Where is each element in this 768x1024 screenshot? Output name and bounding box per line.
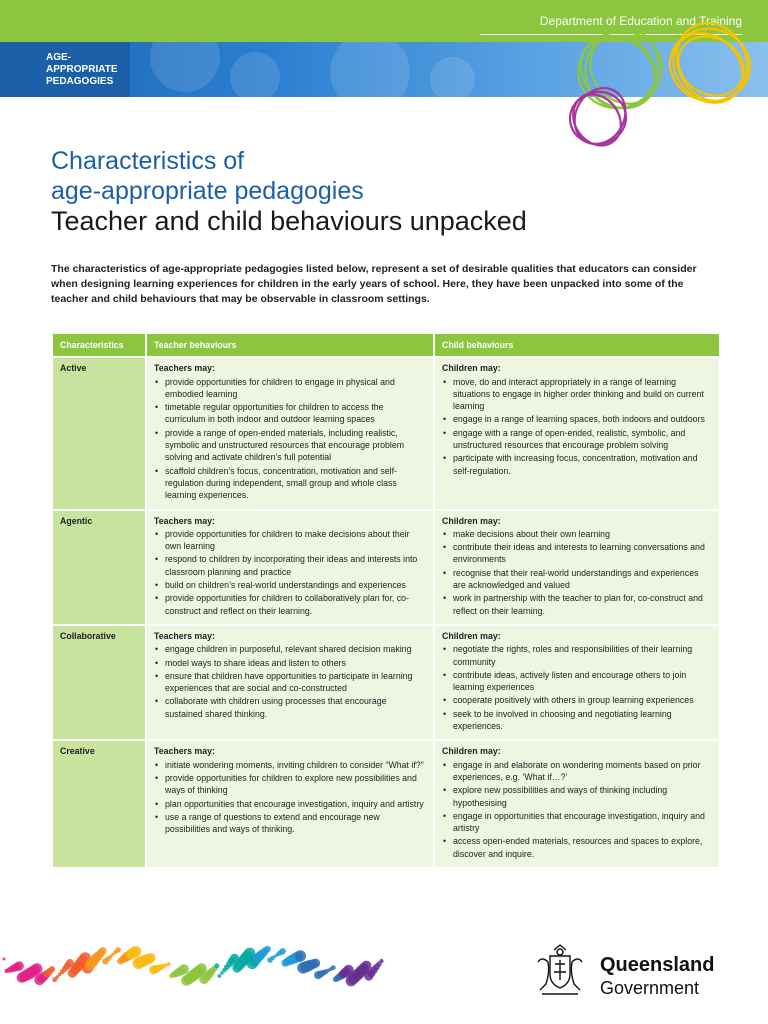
list-item: • negotiate the rights, roles and responsibilities of their learning community [442,643,712,668]
bokeh-decoration [230,52,280,97]
ribbon-dot [31,963,42,974]
ribbon-dot [214,963,219,968]
cell-heading: Teachers may: [154,515,215,526]
intro-paragraph: The characteristics of age-appropriate pedagogies listed below, represent a set of desirable qualities that educators can consider when designing learning experiences for children in the early years of school. Here, they have been unpacked into some of the teacher and child behaviours that may be observable in classroom settings. [51,263,697,305]
cell-heading: Children may: [442,363,501,374]
series-label: AGE- APPROPRIATE PEDAGOGIES [46,52,118,87]
list-item: • provide a range of open-ended materials, including realistic, symbolic and unstructured resources that encourage problem solving and activate children’s full potential [154,427,426,464]
list-item: • contribute their ideas and interests to learning conversations and environments [442,541,712,566]
teacher-behaviours-cell [147,358,433,508]
characteristic-cell: Collaborative [53,626,145,739]
bokeh-decoration [330,42,410,97]
list-item: • provide opportunities for children to make decisions about their own learning [154,528,426,553]
child-behaviours-cell [435,511,719,624]
list-item: • scaffold children’s focus, concentration, motivation and self-regulation during independent, small group and whole class learning experiences. [154,465,426,502]
list-item: • ensure that children have opportunities to participate in learning experiences that are social and co-constructed [154,670,426,695]
characteristic-cell: Active [53,358,145,508]
header-characteristics: Characteristics [53,334,145,356]
table-row [53,741,719,867]
table-row [53,358,719,508]
ribbon-dot [146,953,156,963]
cell-heading: Children may: [442,630,501,641]
list-item: • provide opportunities for children to engage in physical and embodied learning [154,376,426,401]
bokeh-decoration [430,57,475,97]
ribbon-dot [311,959,320,968]
ribbon-dot [99,947,107,955]
ribbon-dot [115,947,121,953]
list-item: • engage in and elaborate on wondering moments based on prior experiences, e.g. ‘What if…?’ [442,759,712,784]
child-behaviours-cell [435,358,719,508]
list-item: • work in partnership with the teacher to plan for, co-construct and reflect on their learning. [442,592,712,617]
queensland-coat-of-arms-icon [528,942,592,1002]
list-item: • engage in a range of learning spaces, both indoors and outdoors [442,413,712,425]
teacher-behaviours-cell [147,741,433,867]
dotted-ribbon-decoration [0,935,500,995]
list-item: • build on children’s real-world understandings and experiences [154,579,426,591]
ribbon-dot [331,965,336,970]
ribbon-dot [167,962,171,966]
ribbon-dot [179,964,189,974]
ribbon-dot [280,948,286,954]
list-item: • explore new possibilities and ways of thinking including hypothesising [442,784,712,809]
ribbon-dot [217,974,221,978]
teacher-behaviours-cell [147,511,433,624]
cell-heading: Teachers may: [154,746,215,757]
list-item: • collaborate with children using processes that encourage sustained shared thinking. [154,695,426,720]
characteristic-cell: Creative [53,741,145,867]
bokeh-decoration [150,42,220,92]
bullet-list [442,376,712,477]
list-item: • engage in opportunities that encourage investigation, inquiry and artistry [442,810,712,835]
list-item: • model ways to share ideas and listen to others [154,657,426,669]
ribbon-dot [130,946,141,957]
child-behaviours-cell [435,741,719,867]
list-item: • use a range of questions to extend and encourage new possibilities and ways of thinking. [154,811,426,836]
cell-heading: Children may: [442,515,501,526]
table-row [53,626,719,739]
table-body [53,358,719,867]
cell-heading: Teachers may: [154,363,215,374]
title-line-1: Characteristics of [51,147,245,175]
bullet-list [154,759,426,836]
characteristic-cell: Agentic [53,511,145,624]
ribbon-dot [196,963,207,974]
list-item: • move, do and interact appropriately in a range of learning situations to engage in higher order thinking and build on current learning [442,376,712,413]
ribbon-dot [3,958,6,961]
list-item: • timetable regular opportunities for children to access the curriculum in both indoor and outdoor learning spaces [154,401,426,426]
list-item: • engage children in purposeful, relevant shared decision making [154,643,426,655]
list-item: • make decisions about their own learning [442,528,712,540]
table-row [53,511,719,624]
list-item: • provide opportunities for children to explore new possibilities and ways of thinking [154,772,426,797]
ribbon-dot [264,946,271,953]
ribbon-dot [15,961,24,970]
bullet-list [154,643,426,720]
teacher-behaviours-cell [147,626,433,739]
child-behaviours-cell [435,626,719,739]
cell-heading: Teachers may: [154,630,215,641]
bullet-list [154,376,426,502]
list-item: • contribute ideas, actively listen and encourage others to join learning experiences [442,669,712,694]
ribbon-dot [379,959,383,963]
list-item: • provide opportunities for children to collaboratively plan for, co-construct and reflect on their learning. [154,592,426,617]
table-header-row [53,334,719,356]
list-item: • engage with a range of open-ended, realistic, symbolic, and unstructured resources that encourage problem solving [442,427,712,452]
department-name: Department of Education and Training [539,14,742,28]
page-subtitle: Teacher and child behaviours unpacked [51,206,527,236]
list-item: • respond to children by incorporating their ideas and interests into classroom planning and practice [154,553,426,578]
bullet-list [442,528,712,617]
list-item: • participate with increasing focus, concentration, motivation and self-regulation. [442,452,712,477]
title-line-2: age-appropriate pedagogies [51,177,364,205]
header-teacher-behaviours: Teacher behaviours [147,334,433,356]
behaviours-table [51,332,721,869]
brand-name-line-2: Government [600,978,700,998]
ribbon-dot [295,950,306,961]
page-title [51,146,501,206]
queensland-government-logo [528,942,728,1002]
header-child-behaviours: Child behaviours [435,334,719,356]
bullet-list [442,643,712,732]
series-label-box [0,42,130,97]
ribbon-dot [55,975,59,979]
bullet-list [442,759,712,860]
list-item: • recognise that their real-world understandings and experiences are acknowledged and valued [442,567,712,592]
list-item: • seek to be involved in choosing and negotiating learning experiences. [442,708,712,733]
list-item: • plan opportunities that encourage investigation, inquiry and artistry [154,798,426,810]
list-item: • initiate wondering moments, inviting children to consider “What if?” [154,759,426,771]
cell-heading: Children may: [442,746,501,757]
scribble-circles-decoration [560,0,768,160]
list-item: • cooperate positively with others in group learning experiences [442,694,712,706]
ribbon-dot [49,966,55,972]
bullet-list [154,528,426,617]
brand-name-line-1: Queensland [600,954,715,976]
list-item: • access open-ended materials, resources and spaces to explore, discover and inquire. [442,835,712,860]
